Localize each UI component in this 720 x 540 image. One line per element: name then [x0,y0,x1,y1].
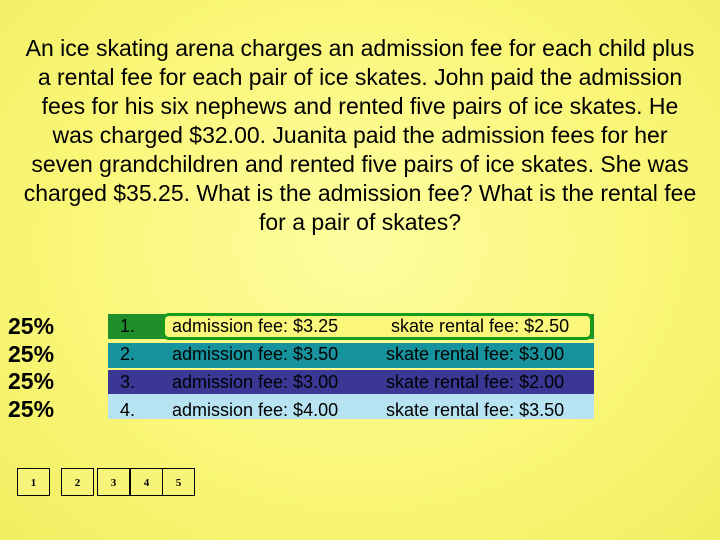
admission-fee: admission fee: $4.00 [172,400,339,420]
nav-button-5[interactable]: 5 [162,468,195,496]
rental-fee: skate rental fee: $2.50 [391,316,570,336]
option-number: 4. [120,400,136,420]
answer-option-4[interactable] [108,397,594,424]
nav-button-1[interactable]: 1 [17,468,50,496]
answer-option-2[interactable] [108,341,594,368]
option-number: 1. [120,316,136,336]
rental-fee: skate rental fee: $3.50 [386,400,565,420]
admission-fee: admission fee: $3.25 [172,316,339,336]
percent-label: 25% [8,341,55,367]
nav-button-4[interactable]: 4 [130,468,163,496]
option-number: 2. [120,344,136,364]
answer-option-1[interactable] [108,313,594,340]
percent-label: 25% [8,396,55,422]
answer-option-3[interactable] [108,369,594,396]
rental-fee: skate rental fee: $3.00 [386,344,565,364]
percent-label: 25% [8,313,55,339]
rental-fee: skate rental fee: $2.00 [386,372,565,392]
option-number: 3. [120,372,136,392]
admission-fee: admission fee: $3.00 [172,372,339,392]
admission-fee: admission fee: $3.50 [172,344,339,364]
nav-button-3[interactable]: 3 [97,468,130,496]
percent-label: 25% [8,368,55,394]
nav-button-2[interactable]: 2 [61,468,94,496]
question-text: An ice skating arena charges an admission fee for each child plus a rental fee for each pair of ice skates. John paid the admission fees for his six nephews and rented five pairs of ice skates. He was charged $32.00. Juanita paid the admission fees for her seven grandchildren and rented five pairs of ice skates. She was charged $35.25. What is the admission fee? What is the rental fee for a pair of skates? [23,35,697,235]
